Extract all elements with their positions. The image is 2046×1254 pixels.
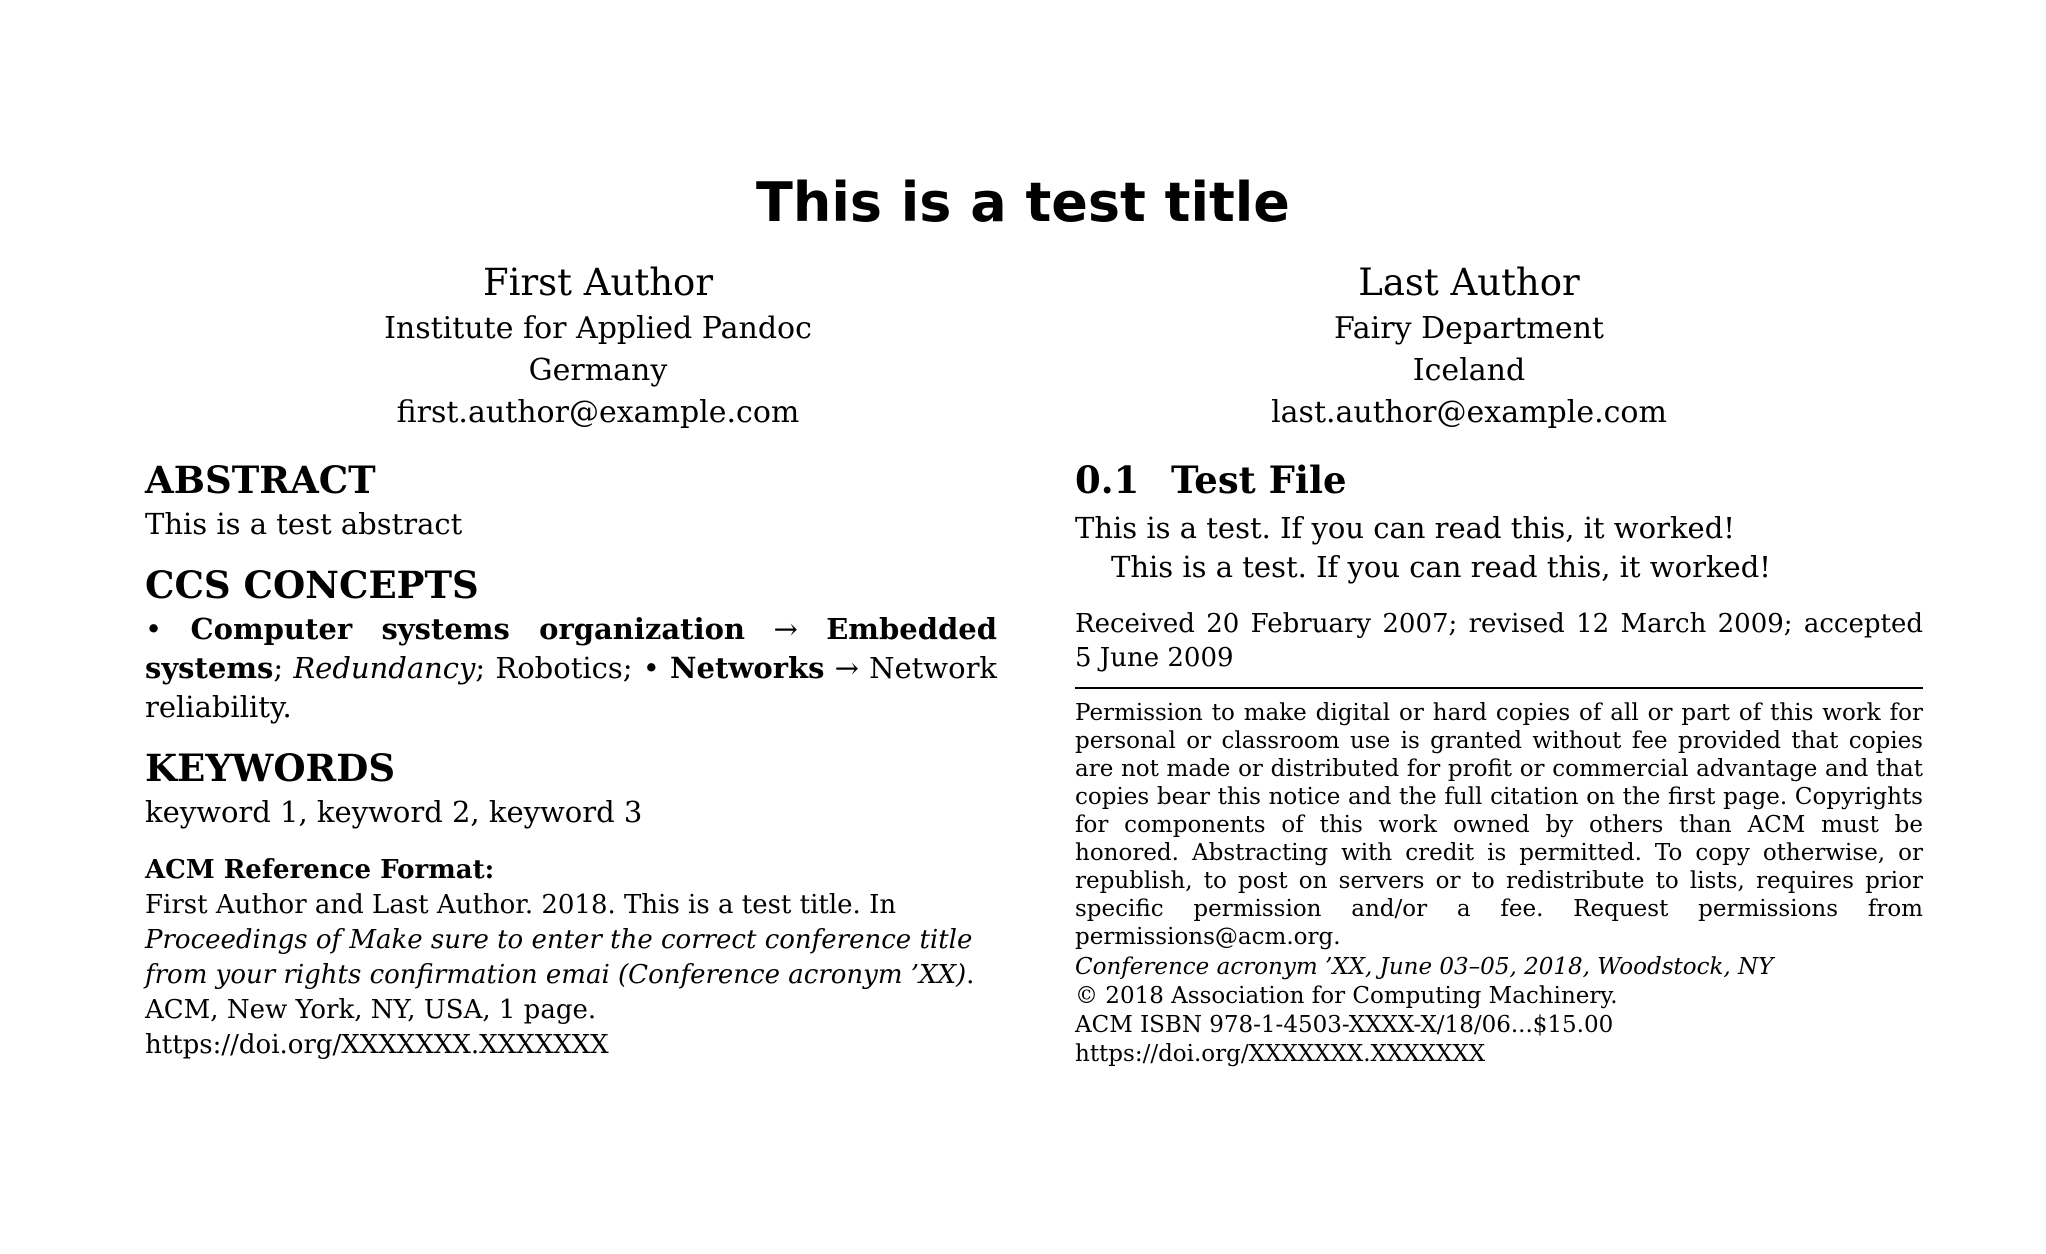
ccs-arrow: → xyxy=(773,612,798,646)
abstract-heading: ABSTRACT xyxy=(145,458,376,502)
received-dates: Received 20 February 2007; revised 12 March 2009; accepted 5 June 2009 xyxy=(1075,609,1923,673)
keywords-heading: KEYWORDS xyxy=(145,746,396,790)
ccs-arrow: → xyxy=(834,651,859,685)
author-country: Germany xyxy=(528,353,668,388)
author-affiliation: Fairy Department xyxy=(1334,311,1604,346)
reference-format-heading: ACM Reference Format: xyxy=(145,855,495,885)
ccs-bullet: • xyxy=(642,651,660,685)
section-number: 0.1 xyxy=(1075,458,1140,502)
author-country: Iceland xyxy=(1412,353,1526,388)
keywords-text: keyword 1, keyword 2, keyword 3 xyxy=(145,795,643,829)
author-name: Last Author xyxy=(1358,261,1580,304)
left-column xyxy=(145,455,997,1063)
ccs-heading: CCS CONCEPTS xyxy=(145,563,479,607)
ccs-bullet: • xyxy=(145,612,163,646)
section-heading xyxy=(1075,455,1923,505)
isbn-info: ACM ISBN 978-1-4503-XXXX-X/18/06...$15.00 xyxy=(1075,1012,1614,1038)
footnote-rule xyxy=(1075,687,1923,689)
doi-link[interactable]: https://doi.org/XXXXXXX.XXXXXXX xyxy=(1075,1041,1486,1067)
abstract-text: This is a test abstract xyxy=(145,507,463,541)
ccs-term: Robotics xyxy=(495,651,623,685)
ccs-concepts-text: • Computer systems organization → Embedded systems; Redundancy; Robotics; • Networks → Network reliability. xyxy=(145,612,998,724)
ccs-term: Network reliability. xyxy=(145,651,998,724)
conference-info: Conference acronym ’XX, June 03–05, 2018, Woodstock, NY xyxy=(1075,954,1774,980)
ccs-term: Computer systems organization xyxy=(190,612,746,646)
reference-text-plain: First Author and Last Author. 2018. This is a test title. In xyxy=(145,890,897,920)
ccs-term: Embedded systems xyxy=(145,612,998,685)
copyright-notice: © 2018 Association for Computing Machinery. xyxy=(1075,983,1618,1009)
author-affiliation: Institute for Applied Pandoc xyxy=(384,311,812,346)
permission-notice: Permission to make digital or hard copies of all or part of this work for personal or classroom use is granted without fee provided that copies are not made or distributed for profit or commercial advantage and that copies bear this notice and the full citation on the first page. Copyrights for components of this work owned by others than ACM must be honored. Abstracting with credit is permitted. To copy otherwise, or republish, to post on servers or to redistribute to lists, requires prior specific permission and/or a fee. Request permissions from permissions@acm.org. xyxy=(1075,700,1923,950)
ccs-term: Networks xyxy=(670,651,825,685)
author-name: First Author xyxy=(482,261,714,304)
reference-format-text xyxy=(145,888,997,1063)
reference-text-plain: . ACM, New York, NY, USA, 1 page. https://doi.org/XXXXXXX.XXXXXXX xyxy=(145,960,975,1060)
author-block-last xyxy=(1019,258,1919,434)
reference-text-italic: Proceedings of Make sure to enter the correct conference title from your rights confirmation emai (Conference acronym ’XX) xyxy=(145,925,973,990)
body-paragraph: This is a test. If you can read this, it worked! xyxy=(1111,550,1771,584)
author-email: first.author@example.com xyxy=(396,395,800,430)
section-title: Test File xyxy=(1171,458,1347,502)
paper-title: This is a test title xyxy=(756,171,1290,234)
author-email: last.author@example.com xyxy=(1271,395,1667,430)
author-block-first xyxy=(148,258,1048,434)
ccs-term: Redundancy xyxy=(293,651,476,685)
body-paragraph: This is a test. If you can read this, it worked! xyxy=(1075,511,1735,545)
right-column xyxy=(1075,455,1923,1069)
